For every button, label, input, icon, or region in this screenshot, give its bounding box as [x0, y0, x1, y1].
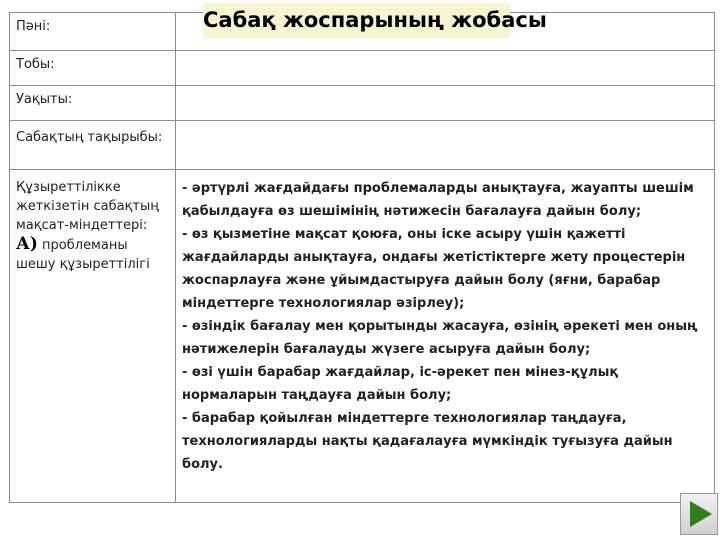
time-value: [176, 86, 715, 121]
competence-text: - әртүрлі жағдайдағы проблемаларды анықтауға, жауапты шешім қабылдауға өз шешімінің нәтижесін бағалауға дайын болу; - өз қызметіне мақсат қоюға, оны іске асыру үшін қажетті жағдайларды анықтауға, ондағы жетістіктерге жету процестерін жоспарлауға және ұйымдастыруға дайын болу (яғни, барабар міндеттерге технологиялар әзірлеу); - өзіндік бағалау мен қорытынды жасауға, өзінің әрекеті мен оның нәтижелерін бағалауды жүзеге асыруға дайын болу; - өзі үшін барабар жағдайлар, іс-әрекет пен мінез-құлық нормаларын таңдауға дайын болу; - барабар қойылған міндеттерге технологиялар таңдауға, технологияларды нақты қадағалауға мүмкіндік туғызуға дайын болу.: [176, 170, 715, 503]
table-row-time: [10, 86, 715, 121]
page-title: Сабақ жоспарының жобасы: [203, 3, 510, 38]
topic-value: [176, 121, 715, 170]
time-label: Уақыты:: [10, 86, 176, 121]
lesson-plan-table: [9, 12, 715, 503]
next-slide-button[interactable]: [680, 493, 718, 535]
subject-label: Пәні:: [10, 13, 176, 51]
competence-label-suffix: проблеманы шешу құзыреттілігі: [16, 238, 150, 272]
play-triangle-icon: [690, 501, 712, 527]
competence-letter: А): [16, 234, 38, 254]
group-value: [176, 51, 715, 86]
table-row-competence: [10, 170, 715, 503]
topic-label: Сабақтың тақырыбы:: [10, 121, 176, 170]
competence-label: Құзыреттілікке жеткізетін сабақтың мақсат-міндеттері:: [16, 180, 159, 233]
table-row-group: [10, 51, 715, 86]
competence-label-cell: [10, 170, 176, 503]
group-label: Тобы:: [10, 51, 176, 86]
table-row-topic: [10, 121, 715, 170]
